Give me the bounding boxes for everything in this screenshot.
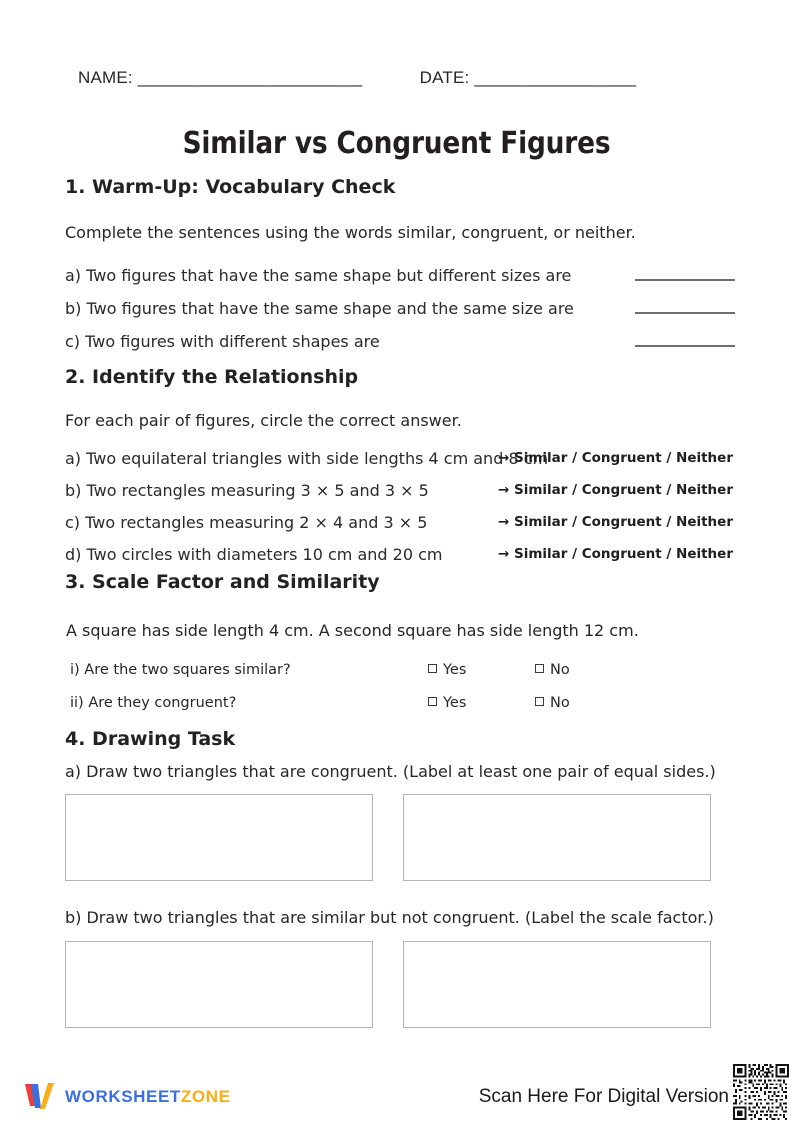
section-1-intro: Complete the sentences using the words similar, congruent, or neither. [65,223,636,242]
question-text: ii) Are they congruent? [70,694,237,711]
section-1-heading: 1. Warm-Up: Vocabulary Check [65,176,396,198]
qr-code-icon[interactable] [733,1064,789,1120]
checkbox-icon[interactable] [535,664,544,673]
section-drawing-task [65,728,739,1028]
checkbox-icon[interactable] [428,697,437,706]
checkbox-icon[interactable] [428,664,437,673]
list-item [65,266,737,299]
question-text: b) Two figures that have the same shape and the same size are [65,299,574,318]
list-item [65,332,737,365]
question-text: c) Two rectangles measuring 2 × 4 and 3 × 5 [65,512,428,532]
date-label: DATE: [419,68,470,87]
student-info-row [78,68,738,88]
logo-text-zone: ZONE [180,1087,231,1106]
scan-instruction-text: Scan Here For Digital Version [478,1086,729,1107]
logo-w-mark-icon [22,1082,56,1112]
checkbox-label: No [550,661,570,678]
answer-choices[interactable]: → Similar / Congruent / Neither [497,545,733,562]
checkbox-icon[interactable] [535,697,544,706]
section-4-heading: 4. Drawing Task [65,728,236,750]
answer-blank-line[interactable] [635,279,735,281]
list-item [65,662,737,695]
name-blank-line[interactable]: _________________________ [137,68,362,87]
checkbox-label: Yes [443,694,467,711]
drawing-box[interactable] [403,941,711,1028]
list-item [65,481,737,513]
question-text: d) Two circles with diameters 10 cm and 20 cm [65,544,443,564]
answer-choices[interactable]: → Similar / Congruent / Neither [497,481,733,498]
answer-choices[interactable]: → Similar / Congruent / Neither [497,513,733,530]
section-3-items [65,662,737,728]
list-item [65,449,737,481]
question-text: c) Two figures with different shapes are [65,332,380,351]
list-item [65,299,737,332]
section-2-items [65,449,737,577]
section-4-prompt-a: a) Draw two triangles that are congruent. (Label at least one pair of equal sides.) [65,761,716,781]
page-footer [0,1062,793,1122]
drawing-box[interactable] [403,794,711,881]
page-title: Similar vs Congruent Figures [182,126,611,161]
checkbox-no[interactable] [535,662,570,678]
list-item [65,513,737,545]
section-2-heading: 2. Identify the Relationship [65,366,359,388]
answer-blank-line[interactable] [635,312,735,314]
date-field[interactable] [420,68,636,88]
logo-text [65,1087,231,1107]
drawing-row-b [65,941,739,1028]
drawing-box[interactable] [65,941,373,1028]
checkbox-yes[interactable] [428,662,466,678]
question-text: b) Two rectangles measuring 3 × 5 and 3 × 5 [65,480,429,500]
date-blank-line[interactable]: __________________ [474,68,636,87]
drawing-row-a [65,794,739,881]
question-text: a) Two figures that have the same shape but different sizes are [65,266,572,285]
section-scale-factor [65,571,737,728]
drawing-box[interactable] [65,794,373,881]
answer-choices[interactable]: → Similar / Congruent / Neither [497,449,733,466]
section-3-intro: A square has side length 4 cm. A second square has side length 12 cm. [66,620,639,640]
worksheet-zone-logo[interactable] [22,1082,231,1112]
checkbox-yes[interactable] [428,695,466,711]
section-3-heading: 3. Scale Factor and Similarity [65,571,380,593]
section-identify-relationship [65,366,737,577]
checkbox-no[interactable] [535,695,570,711]
section-1-items [65,266,737,365]
name-field[interactable] [78,68,362,88]
question-text: a) Two equilateral triangles with side lengths 4 cm and 8 cm [65,448,549,468]
name-label: NAME: [78,68,133,87]
list-item [65,695,737,728]
checkbox-label: Yes [443,661,467,678]
question-text: i) Are the two squares similar? [70,661,291,678]
section-4-prompt-b: b) Draw two triangles that are similar but not congruent. (Label the scale factor.) [65,908,714,928]
section-2-intro: For each pair of figures, circle the correct answer. [65,410,462,430]
logo-text-worksheet: WORKSHEET [65,1087,181,1106]
checkbox-label: No [550,694,570,711]
answer-blank-line[interactable] [635,345,735,347]
